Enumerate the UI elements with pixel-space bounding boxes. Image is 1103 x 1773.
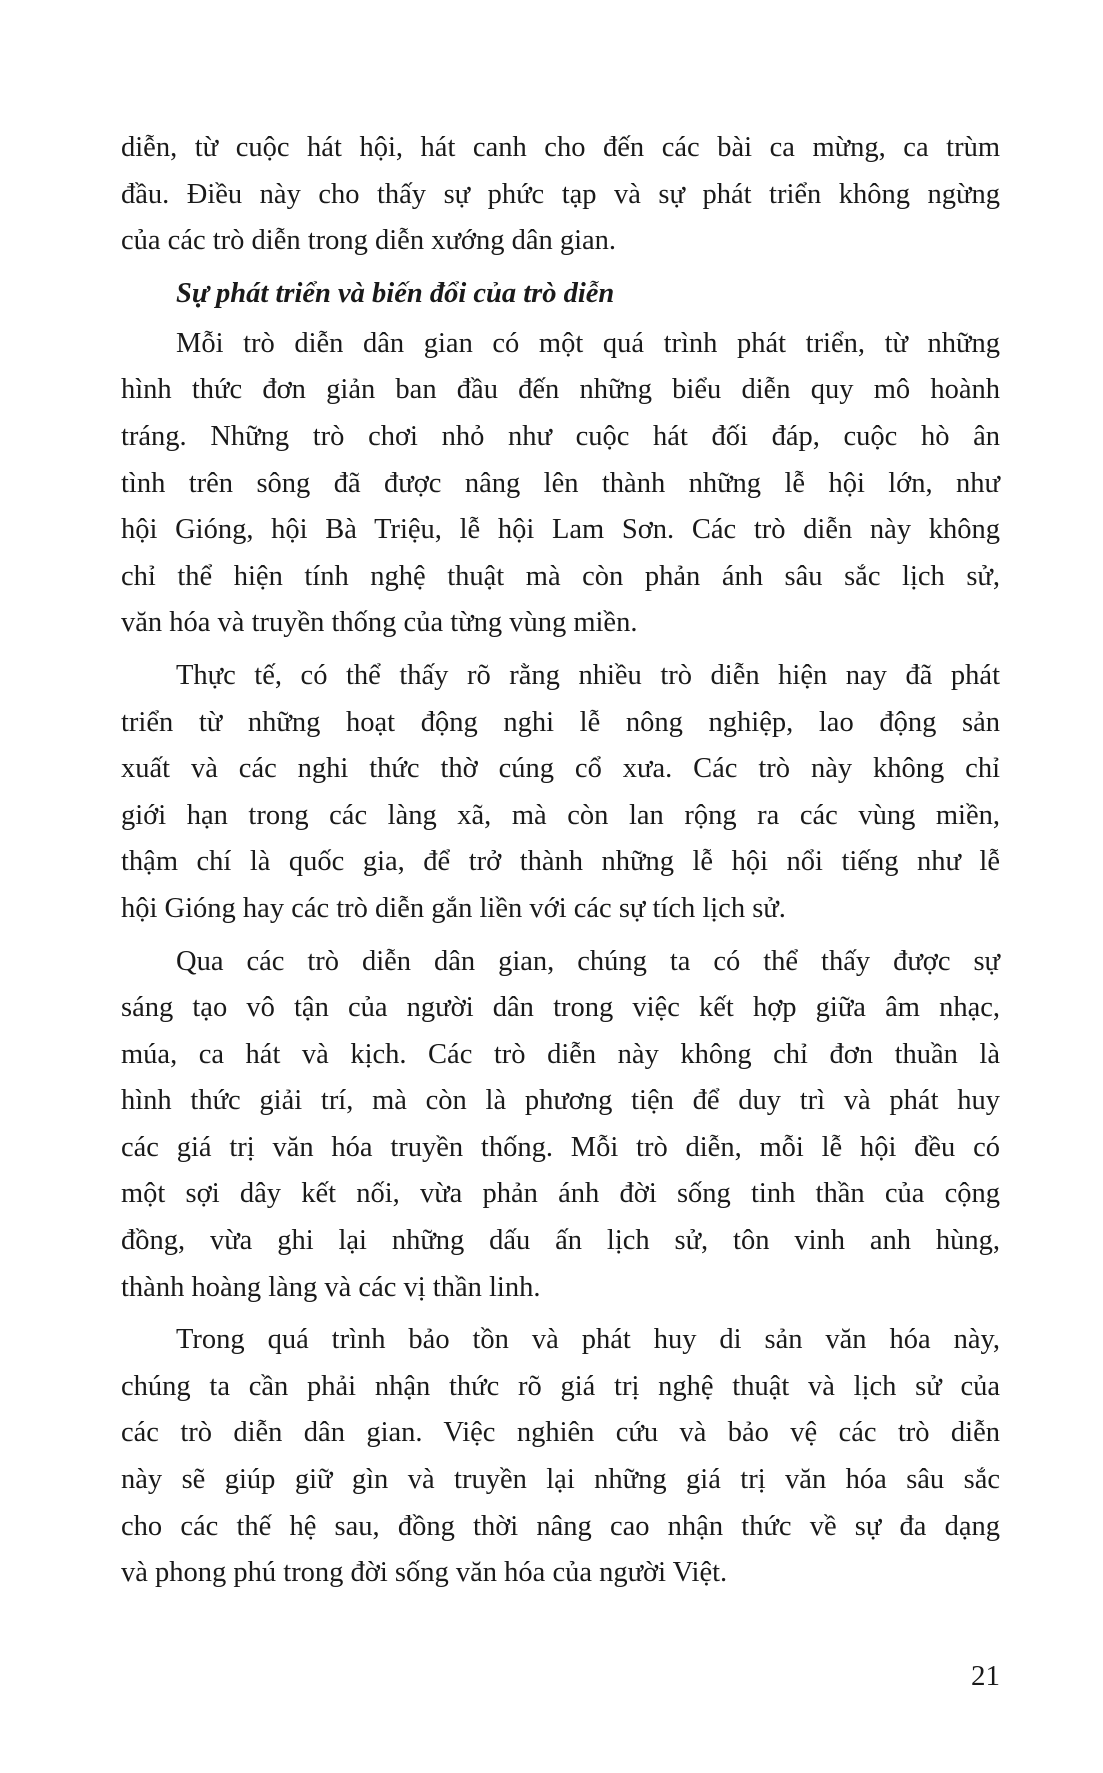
text-line: xuất và các nghi thức thờ cúng cổ xưa. Các trò này không chỉ — [121, 753, 1000, 785]
paragraph — [121, 1317, 1000, 1597]
text-line: đầu. Điều này cho thấy sự phức tạp và sự phát triển không ngừng — [121, 178, 1000, 210]
page-body — [121, 125, 1000, 1603]
text-line: hội Gióng, hội Bà Triệu, lễ hội Lam Sơn. Các trò diễn này không — [121, 514, 1000, 546]
text-line: văn hóa và truyền thống của từng vùng miền. — [121, 607, 638, 639]
text-line: diễn, từ cuộc hát hội, hát canh cho đến các bài ca mừng, ca trùm — [121, 132, 1000, 163]
text-line: triển từ những hoạt động nghi lễ nông nghiệp, lao động sản — [121, 706, 1000, 738]
text-line: một sợi dây kết nối, vừa phản ánh đời sống tinh thần của cộng — [121, 1178, 1000, 1210]
paragraph — [121, 939, 1000, 1312]
text-line: chúng ta cần phải nhận thức rõ giá trị nghệ thuật và lịch sử của — [121, 1370, 1000, 1402]
text-line: Thực tế, có thể thấy rõ rằng nhiều trò diễn hiện nay đã phát — [176, 659, 1000, 691]
text-line: này sẽ giúp giữ gìn và truyền lại những giá trị văn hóa sâu sắc — [121, 1464, 1000, 1496]
text-line: múa, ca hát và kịch. Các trò diễn này không chỉ đơn thuần là — [121, 1038, 1000, 1070]
text-line: và phong phú trong đời sống văn hóa của người Việt. — [121, 1557, 728, 1589]
paragraph — [121, 653, 1000, 933]
text-line: Mỗi trò diễn dân gian có một quá trình phát triển, từ những — [176, 327, 1000, 359]
text-line: của các trò diễn trong diễn xướng dân gian. — [121, 225, 617, 257]
text-line: Trong quá trình bảo tồn và phát huy di sản văn hóa này, — [176, 1324, 1000, 1356]
text-line: thậm chí là quốc gia, để trở thành những lễ hội nổi tiếng như lễ — [121, 846, 1000, 878]
text-line: tình trên sông đã được nâng lên thành những lễ hội lớn, như — [121, 467, 1000, 499]
text-line: chỉ thể hiện tính nghệ thuật mà còn phản ánh sâu sắc lịch sử, — [121, 560, 1000, 592]
text-line: giới hạn trong các làng xã, mà còn lan rộng ra các vùng miền, — [121, 799, 1000, 831]
paragraph — [121, 321, 1000, 647]
text-line: hội Gióng hay các trò diễn gắn liền với các sự tích lịch sử. — [121, 892, 786, 924]
text-line: các giá trị văn hóa truyền thống. Mỗi trò diễn, mỗi lễ hội đều có — [121, 1131, 1000, 1163]
text-line: cho các thế hệ sau, đồng thời nâng cao nhận thức về sự đa dạng — [121, 1510, 1000, 1542]
text-line: Qua các trò diễn dân gian, chúng ta có thể thấy được sự — [176, 945, 1000, 977]
text-line: các trò diễn dân gian. Việc nghiên cứu và bảo vệ các trò diễn — [121, 1417, 1000, 1449]
text-line: hình thức giải trí, mà còn là phương tiện để duy trì và phát huy — [121, 1085, 1000, 1117]
text-line: tráng. Những trò chơi nhỏ như cuộc hát đối đáp, cuộc hò ân — [121, 420, 1000, 452]
text-line: đồng, vừa ghi lại những dấu ấn lịch sử, tôn vinh anh hùng, — [121, 1225, 1000, 1257]
section-heading: Sự phát triển và biến đổi của trò diễn — [176, 277, 615, 309]
text-line: sáng tạo vô tận của người dân trong việc kết hợp giữa âm nhạc, — [121, 992, 1000, 1024]
paragraph — [121, 125, 1000, 265]
text-line: hình thức đơn giản ban đầu đến những biểu diễn quy mô hoành — [121, 374, 1000, 406]
text-line: thành hoàng làng và các vị thần linh. — [121, 1271, 541, 1303]
page-number: 21 — [971, 1660, 1000, 1692]
